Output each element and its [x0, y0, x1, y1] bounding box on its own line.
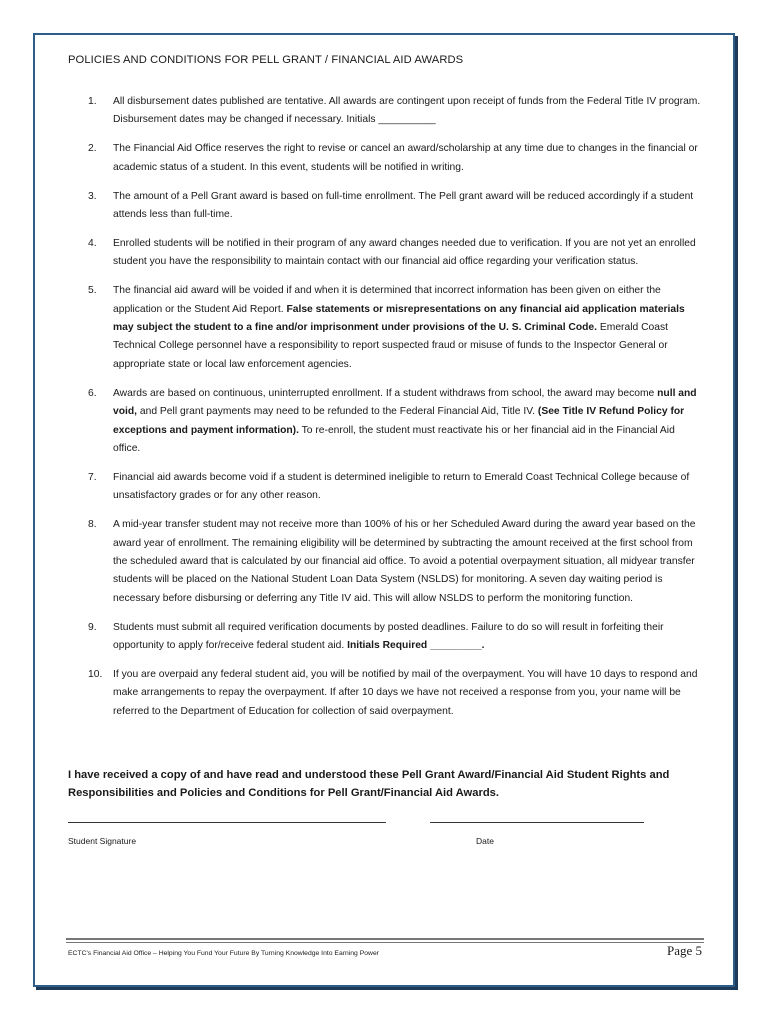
item-text [113, 282, 702, 374]
list-item [68, 666, 702, 721]
item-text-run: The amount of a Pell Grant award is based on full-time enrollment. The Pell grant award will be reduced accordingly if a student attends less than full-time. [113, 190, 694, 221]
acknowledgement-statement: I have received a copy of and have read and understood these Pell Grant Award/Financial Aid Student Rights and Responsibilities and Policies and Conditions for Pell Grant/Financial Aid Awards. [68, 769, 670, 799]
item-text [113, 619, 702, 656]
item-text [113, 469, 702, 506]
footer-divider [66, 938, 704, 940]
item-text-run: The financial aid award will be voided if and when it is determined that incorrect information has been given on either the application or the Student Aid Report. [113, 285, 661, 315]
item-text-run: A mid-year transfer student may not receive more than 100% of his or her Scheduled Award during the award year based on the award year of enrollment. The remaining eligibility will be determined by subtracting the amount received at the first school from the scheduled award that is calculated by our financial aid office. To avoid a potential overpayment situation, all midyear transfer students will be placed on the National Student Loan Data System (NSLDS) for monitoring. A seven day waiting period is necessary before disbursing or deferring any Title IV aid. This will allow NSLDS to perform the monitoring function. [113, 519, 696, 604]
item-text [113, 516, 702, 608]
item-number: 4. [88, 237, 97, 249]
footer-text: ECTC's Financial Aid Office – Helping You Fund Your Future By Turning Knowledge Into Earning Power [68, 950, 379, 957]
item-text-emphasis: False statements or misrepresentations on any financial aid application materials may subject the student to a fine and/or imprisonment under provisions of the U. S. Criminal Code. [113, 303, 685, 334]
page-number: Page 5 [666, 943, 702, 958]
item-number: 3. [88, 190, 97, 202]
item-number: 10. [88, 669, 103, 681]
list-item [68, 469, 702, 506]
item-text-run: The Financial Aid Office reserves the right to revise or cancel an award/scholarship at any time due to changes in the financial or academic status of a student. In this event, students will be notified in writing. [113, 143, 698, 173]
date-label: Date [476, 836, 494, 846]
footer-divider-thin [66, 942, 704, 943]
item-number: 1. [88, 96, 97, 107]
item-text [113, 188, 702, 225]
item-text-run: and Pell grant payments may need to be refunded to the Federal Financial Aid, Title IV. [137, 406, 538, 418]
signature-label: Student Signature [68, 836, 137, 846]
item-text-run: Emerald Coast Technical College personnel have a responsibility to report suspected fraud or misuse of funds to the Inspector General or appropriate state or local law enforcement agencies. [113, 322, 668, 370]
list-item [68, 619, 702, 656]
list-item [68, 93, 702, 130]
page-title: POLICIES AND CONDITIONS FOR PELL GRANT / FINANCIAL AID AWARDS [68, 54, 464, 66]
item-text-run: Students must submit all required verification documents by posted deadlines. Failure to do so will result in forfeiting their opportunity to apply for/receive federal student aid. [113, 621, 664, 652]
item-text-run: If you are overpaid any federal student aid, you will be notified by mail of the overpayment. You will have 10 days to respond and make arrangements to repay the overpayment. If after 10 days we have not received a response from you, your name will be referred to the Department of Education for collection of said overpayment. [113, 669, 698, 717]
list-item [68, 516, 702, 608]
policy-list [68, 93, 702, 732]
item-text-emphasis: (See Title IV Refund Policy for exceptions and payment information). [113, 406, 685, 436]
list-item [68, 188, 702, 225]
list-item [68, 385, 702, 459]
item-text-run: To re-enroll, the student must reactivate his or her financial aid in the Financial Aid office. [113, 424, 675, 454]
item-text-run: All disbursement dates published are tentative. All awards are contingent upon receipt of funds from the Federal Title IV program. Disbursement dates may be changed if necessary. Initials __________ [113, 96, 701, 126]
item-text [113, 93, 702, 130]
item-number: 7. [88, 471, 97, 483]
list-item [68, 140, 702, 177]
item-text-run: Enrolled students will be notified in their program of any award changes needed due to verification. If you are not yet an enrolled student you have the responsibility to maintain contact with our financial aid office regarding your verification status. [113, 237, 696, 268]
signature-line[interactable] [68, 822, 386, 823]
item-number: 8. [88, 519, 97, 531]
item-number: 5. [88, 285, 97, 297]
item-text-emphasis: null and void, [113, 387, 697, 418]
list-item [68, 235, 702, 272]
item-text-run: Financial aid awards become void if a student is determined ineligible to return to Emerald Coast Technical College because of unsatisfactory grades or for any other reason. [113, 471, 690, 502]
item-number: 6. [88, 387, 97, 399]
date-line[interactable] [430, 822, 644, 823]
item-text-emphasis: Initials Required _________. [347, 640, 485, 652]
item-text [113, 235, 702, 272]
item-number: 2. [88, 143, 97, 155]
item-text [113, 666, 702, 721]
list-item [68, 282, 702, 374]
item-text [113, 385, 702, 459]
item-text-run: Awards are based on continuous, uninterrupted enrollment. If a student withdraws from school, the award may become [113, 387, 658, 399]
item-number: 9. [88, 621, 97, 633]
item-text [113, 140, 702, 177]
